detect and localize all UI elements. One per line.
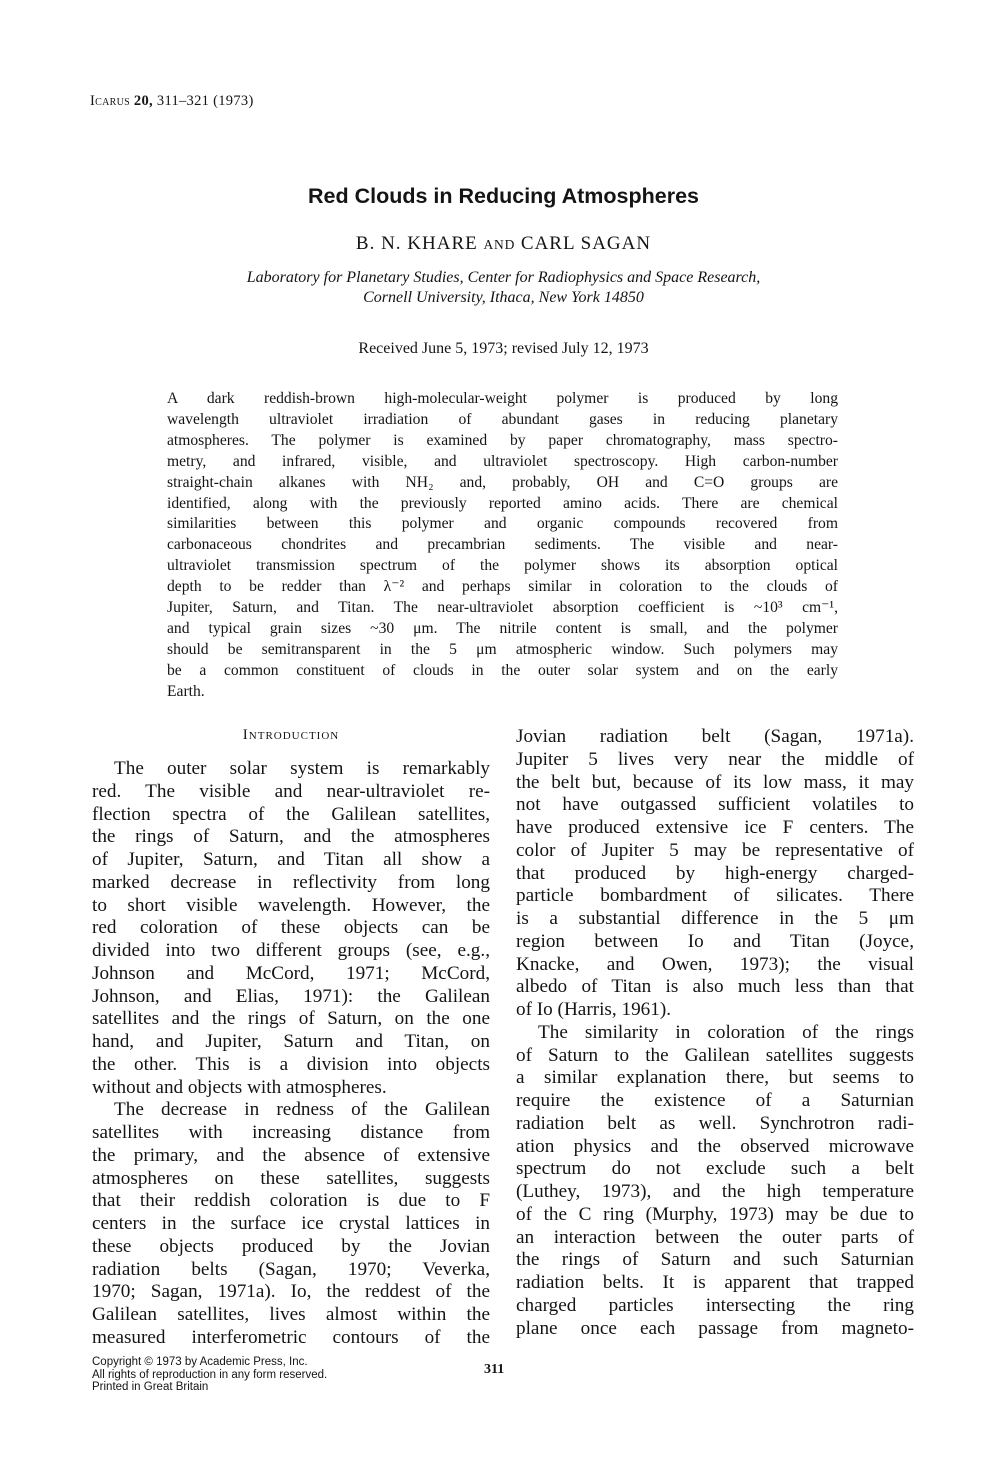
abstract-line: similarities between this polymer and organic compounds recovered from — [167, 515, 838, 533]
body-line: require the existence of a Saturnian — [516, 1090, 914, 1111]
body-line: of Io (Harris, 1961). — [516, 999, 672, 1020]
body-line: flection spectra of the Galilean satellites, — [92, 803, 490, 825]
body-line: an interaction between the outer parts of — [516, 1226, 914, 1248]
running-header — [90, 93, 254, 110]
body-line: a similar explanation there, but seems to — [516, 1067, 914, 1089]
abstract-line: A dark reddish-brown high-molecular-weight polymer is produced by long — [167, 390, 838, 407]
body-line: Johnson and McCord, 1971; McCord, — [92, 962, 490, 984]
abstract-line: wavelength ultraviolet irradiation of abundant gases in reducing planetary — [167, 410, 838, 428]
body-line: the primary, and the absence of extensive — [92, 1144, 490, 1166]
body-line: not have outgassed sufficient volatiles to — [516, 794, 914, 816]
journal-name: Icarus — [90, 93, 130, 109]
body-line: measured interferometric contours of the — [92, 1326, 490, 1348]
body-line: particle bombardment of silicates. There — [516, 885, 914, 907]
body-line: atmospheres on these satellites, suggests — [92, 1167, 490, 1189]
body-line: Knacke, and Owen, 1973); the visual — [516, 953, 914, 975]
author-conjunction: AND — [483, 237, 516, 252]
abstract — [167, 389, 838, 703]
abstract-line: depth to be redder than λ⁻² and perhaps similar in coloration to the clouds of — [167, 578, 838, 596]
body-line: satellites and the rings of Saturn, on the one — [92, 1008, 490, 1030]
abstract-line: and typical grain sizes ~30 μm. The nitrile content is small, and the polymer — [167, 619, 838, 637]
body-line: satellites with increasing distance from — [92, 1122, 490, 1143]
body-line: the other. This is a division into objects — [92, 1053, 490, 1075]
abstract-line: identified, along with the previously reported amino acids. There are chemical — [167, 494, 838, 512]
body-line: without and objects with atmospheres. — [92, 1076, 387, 1098]
author-2: CARL SAGAN — [520, 233, 652, 254]
body-line: ation physics and the observed microwave — [516, 1135, 914, 1157]
abstract-line: be a common constituent of clouds in the outer solar system and on the early — [167, 661, 838, 679]
volume-number: 20, — [133, 93, 153, 109]
body-line: Johnson, and Elias, 1971): the Galilean — [92, 985, 490, 1007]
body-line: color of Jupiter 5 may be representative of — [516, 839, 914, 861]
abstract-line: atmospheres. The polymer is examined by paper chromatography, mass spectro- — [167, 431, 838, 449]
pages-year: 311–321 (1973) — [156, 93, 254, 109]
body-line: have produced extensive ice F centers. The — [516, 817, 914, 838]
abstract-line: should be semitransparent in the 5 μm atmospheric window. Such polymers may — [167, 640, 838, 658]
affiliation-line: Cornell University, Ithaca, New York 14850 — [363, 289, 644, 306]
body-line: to short visible wavelength. However, the — [92, 894, 490, 916]
body-line: is a substantial difference in the 5 μm — [516, 908, 914, 929]
abstract-line: straight-chain alkanes with NH₂ and, probably, OH and C=O groups are — [167, 473, 838, 491]
body-line: spectrum do not exclude such a belt — [516, 1158, 914, 1180]
body-line: albedo of Titan is also much less than that — [516, 976, 914, 998]
body-line: Jupiter 5 lives very near the middle of — [516, 748, 914, 770]
body-line: (Luthey, 1973), and the high temperature — [516, 1181, 914, 1202]
body-line: divided into two different groups (see, e.g., — [92, 940, 490, 961]
body-line: The similarity in coloration of the rings — [538, 1021, 914, 1043]
body-line: that their reddish coloration is due to F — [92, 1190, 490, 1212]
copyright-line: All rights of reproduction in any form reserved. — [92, 1368, 328, 1381]
body-line: the belt but, because of its low mass, it may — [516, 771, 914, 793]
page-number: 311 — [484, 1362, 505, 1377]
body-line: The outer solar system is remarkably — [114, 758, 490, 779]
body-line: charged particles intersecting the ring — [516, 1294, 914, 1316]
affiliation — [150, 268, 857, 308]
body-line: of the C ring (Murphy, 1973) may be due to — [516, 1203, 914, 1225]
body-line: marked decrease in reflectivity from long — [92, 871, 490, 893]
body-line: Galilean satellites, lives almost within the — [92, 1304, 490, 1325]
affiliation-line: Laboratory for Planetary Studies, Center for Radiophysics and Space Research, — [246, 269, 761, 286]
abstract-line: carbonaceous chondrites and precambrian sediments. The visible and near- — [167, 536, 838, 554]
copyright-notice — [92, 1356, 327, 1394]
body-line: red. The visible and near-ultraviolet re- — [92, 780, 490, 802]
abstract-line: metry, and infrared, visible, and ultraviolet spectroscopy. High carbon-number — [167, 452, 838, 470]
body-line: red coloration of these objects can be — [92, 917, 490, 939]
received-dates: Received June 5, 1973; revised July 12, 1973 — [358, 340, 649, 357]
body-line: the rings of Saturn and such Saturnian — [516, 1249, 914, 1271]
body-line: 1970; Sagan, 1971a). Io, the reddest of the — [92, 1281, 490, 1303]
author-1: B. N. KHARE — [355, 233, 478, 254]
body-line: Jovian radiation belt (Sagan, 1971a). — [516, 726, 914, 747]
body-line: that produced by high-energy charged- — [516, 862, 914, 884]
body-line: radiation belts (Sagan, 1970; Veverka, — [92, 1258, 490, 1280]
copyright-line: Printed in Great Britain — [92, 1381, 209, 1393]
body-line: these objects produced by the Jovian — [92, 1235, 490, 1257]
body-line: region between Io and Titan (Joyce, — [516, 930, 914, 952]
body-line: radiation belts. It is apparent that trapped — [516, 1272, 914, 1293]
body-line: plane once each passage from magneto- — [516, 1317, 914, 1339]
body-line: hand, and Jupiter, Saturn and Titan, on — [92, 1031, 490, 1052]
abstract-line: ultraviolet transmission spectrum of the polymer shows its absorption optical — [167, 557, 838, 575]
paper-title: Red Clouds in Reducing Atmospheres — [307, 184, 700, 208]
abstract-line: Earth. — [167, 682, 205, 700]
section-heading-introduction: Introduction — [242, 727, 340, 743]
copyright-line: Copyright © 1973 by Academic Press, Inc. — [92, 1356, 308, 1368]
right-column — [516, 726, 914, 1340]
author-line — [0, 233, 1007, 255]
body-line: The decrease in redness of the Galilean — [114, 1099, 490, 1121]
body-line: of Saturn to the Galilean satellites suggests — [516, 1044, 914, 1066]
body-line: of Jupiter, Saturn, and Titan all show a — [92, 849, 490, 870]
body-line: centers in the surface ice crystal lattices in — [92, 1213, 490, 1234]
body-line: radiation belt as well. Synchrotron radi- — [516, 1112, 914, 1134]
abstract-line: Jupiter, Saturn, and Titan. The near-ultraviolet absorption coefficient is ~10³ cm⁻¹, — [167, 599, 838, 617]
left-column — [92, 758, 490, 1350]
body-line: the rings of Saturn, and the atmospheres — [92, 826, 490, 848]
